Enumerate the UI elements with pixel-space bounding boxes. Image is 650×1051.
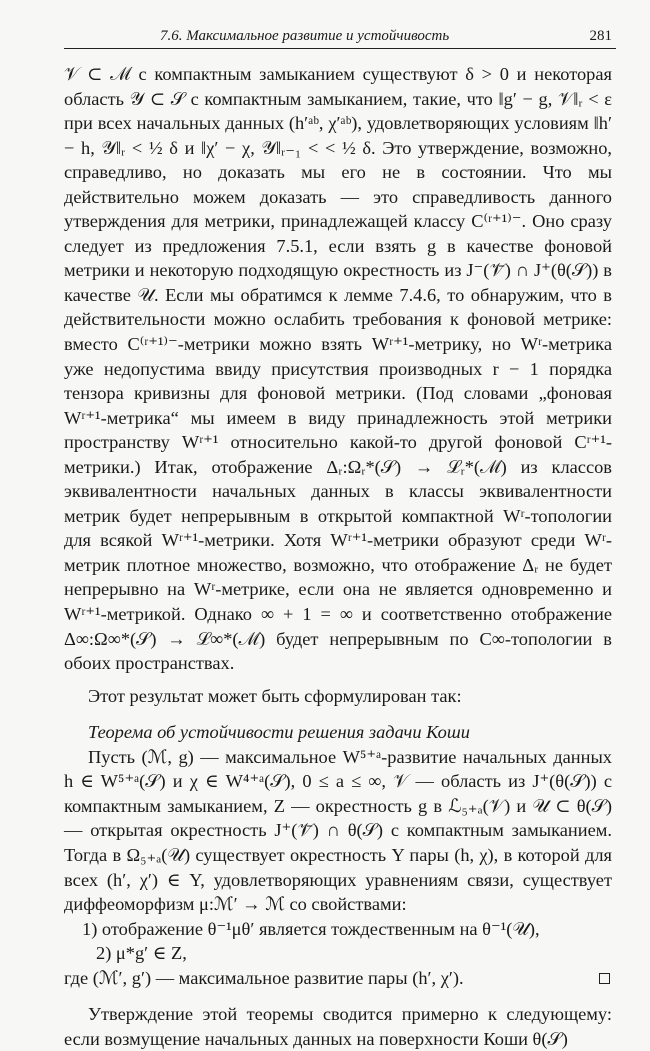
theorem-end: где (ℳ′, g′) — максимальное развитие пары (h′, χ′). <box>64 967 464 988</box>
qed-square-icon <box>599 973 610 984</box>
page-number: 281 <box>589 28 612 44</box>
theorem-title: Теорема об устойчивости решения задачи Коши <box>88 722 470 743</box>
theorem-end-line <box>64 966 612 991</box>
theorem-item-2: 2) μ*g′ ∈ Z, <box>96 943 187 964</box>
paragraph-3: Утверждение этой теоремы сводится примерно к следующему: если возмущение начальных данных на поверхности Коши θ(𝒮) <box>64 1004 612 1049</box>
theorem-item-1: 1) отображение θ⁻¹μθ′ является тождественным на θ⁻¹(𝒰), <box>82 918 540 939</box>
page-body <box>64 62 612 1051</box>
section-title: 7.6. Максимальное развитие и устойчивость <box>160 28 450 44</box>
theorem-text: Пусть (ℳ, g) — максимальное W⁵⁺ᵃ-развитие начальных данных h ∈ W⁵⁺ᵃ(𝒮) и χ ∈ W⁴⁺ᵃ(𝒮), 0 ≤ a ≤ ∞, 𝒱 — область из J⁺(θ(𝒮)) с компактным замыканием, Z — окрестность g в ℒ₅₊ₐ(𝒱) и 𝒰 ⊂ θ(𝒮) — открытая окрестность J⁺(𝒱̄) ∩ θ(𝒮) с компактным замыканием. Тогда в Ω₅₊ₐ(𝒰) существует окрестность Y пары (h, χ), в которой для всех (h′, χ′) ∈ Y, удовлетворяющих уравнениям связи, существует диффеоморфизм μ:ℳ′ → ℳ со свойствами: <box>64 746 612 915</box>
running-header <box>64 26 616 49</box>
paragraph-2: Этот результат может быть сформулирован так: <box>88 685 462 706</box>
paragraph-1: 𝒱 ⊂ ℳ с компактным замыканием существуют δ > 0 и некоторая область 𝒴 ⊂ 𝒮 с компактным замыканием, такие, что ‖g′ − g, 𝒱‖ᵣ < ε при всех начальных данных (h′ᵃᵇ, χ′ᵃᵇ), удовлетворяющих условиям ‖h′ − h, 𝒴‖ᵣ < ½ δ и ‖χ′ − χ, 𝒴‖ᵣ₋₁ < < ½ δ. Это утверждение, возможно, справедливо, но доказать мы его не в состоянии. Что мы действительно можем доказать — это справедливость данного утверждения для метрики, принадлежащей классу C⁽ʳ⁺¹⁾⁻. Оно сразу следует из предложения 7.5.1, если взять g в качестве фоновой метрики и некоторую подходящую окрестность из J⁻(𝒱̄) ∩ J⁺(θ(𝒮)) в качестве 𝒰. Если мы обратимся к лемме 7.4.6, то обнаружим, что в действительности можно ослабить требования к фоновой метрике: вместо C⁽ʳ⁺¹⁾⁻-метрики можно взять Wʳ⁺¹-метрику, но Wʳ-метрика уже недопустима ввиду присутствия производных r − 1 порядка тензора кривизны для фоновой метрики. (Под словами „фоновая Wʳ⁺¹-метрика“ мы имеем в виду принадлежность этой метрики пространству Wʳ⁺¹ относительно какой-то другой фоновой Cʳ⁺¹-метрики.) Итак, отображение Δᵣ:Ωᵣ*(𝒮) → ℒᵣ*(ℳ) из классов эквивалентности начальных данных в классы эквивалентности метрик будет непрерывным в открытой компактной Wʳ-топологии для всякой Wʳ⁺¹-метрики. Хотя Wʳ⁺¹-метрики образуют среди Wʳ-метрик плотное множество, возможно, что отображение Δᵣ не будет непрерывно на Wʳ-метрике, если она не является одновременно и Wʳ⁺¹-метрикой. Однако ∞ + 1 = ∞ и соответственно отображение Δ∞:Ω∞*(𝒮) → ℒ∞*(ℳ) будет непрерывным по C∞-топологии в обоих пространствах. <box>64 64 612 674</box>
